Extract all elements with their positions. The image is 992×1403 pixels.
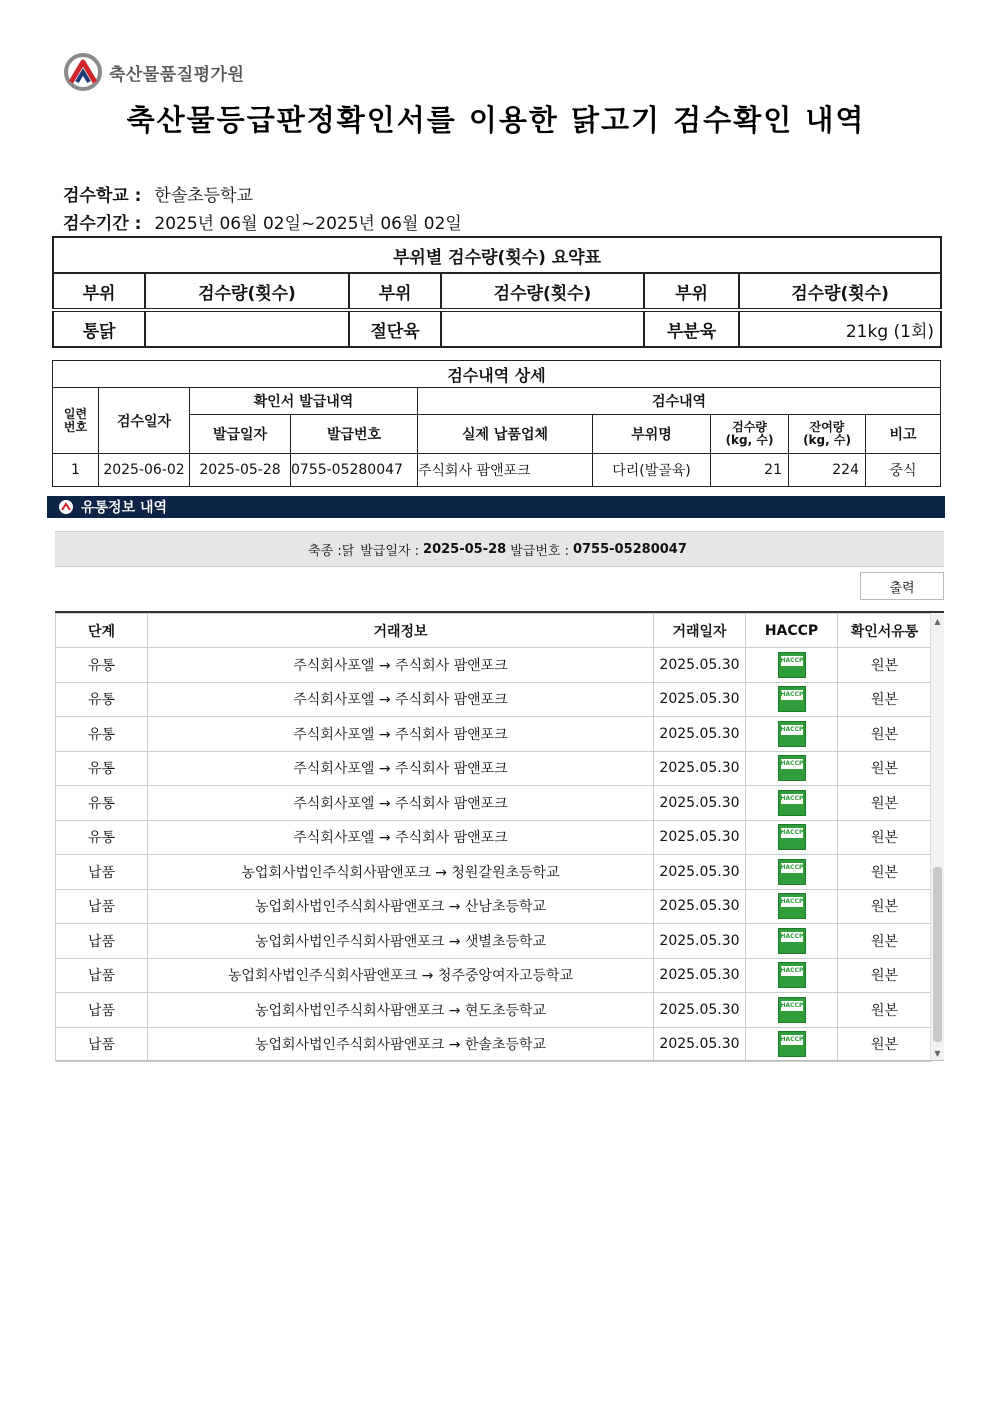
detail-col-inspect-group: 검수내역 bbox=[418, 388, 941, 415]
grid-date: 2025.05.30 bbox=[654, 648, 746, 683]
grid-cert: 원본 bbox=[838, 889, 932, 924]
detail-col-issue-date: 발급일자 bbox=[190, 415, 291, 454]
detail-remain: 224 bbox=[789, 454, 866, 487]
org-logo bbox=[63, 52, 244, 92]
grid-row[interactable] bbox=[56, 820, 932, 855]
grid-haccp bbox=[746, 717, 838, 752]
detail-note: 중식 bbox=[866, 454, 941, 487]
haccp-badge-label: HACCP bbox=[780, 829, 804, 837]
grid-cert: 원본 bbox=[838, 993, 932, 1028]
grid-stage: 유통 bbox=[56, 751, 148, 786]
grid-haccp bbox=[746, 820, 838, 855]
summary-col-part: 부위 bbox=[349, 273, 441, 310]
grid-row[interactable] bbox=[56, 717, 932, 752]
grid-cert: 원본 bbox=[838, 648, 932, 683]
grid-col-cert: 확인서유통 bbox=[838, 614, 932, 648]
grid-cert: 원본 bbox=[838, 786, 932, 821]
summary-table bbox=[52, 236, 942, 348]
grid-header-row bbox=[56, 614, 932, 648]
grid-cert: 원본 bbox=[838, 751, 932, 786]
grid-trade: 농업회사법인주식회사팜앤포크 → 현도초등학교 bbox=[148, 993, 654, 1028]
grid-row[interactable] bbox=[56, 751, 932, 786]
grid-date: 2025.05.30 bbox=[654, 1027, 746, 1062]
grid-date: 2025.05.30 bbox=[654, 682, 746, 717]
grid-trade: 농업회사법인주식회사팜앤포크 → 산남초등학교 bbox=[148, 889, 654, 924]
detail-col-issue-no: 발급번호 bbox=[291, 415, 418, 454]
grid-haccp bbox=[746, 924, 838, 959]
grid-trade: 주식회사포엘 → 주식회사 팜앤포크 bbox=[148, 751, 654, 786]
grid-col-trade-date: 거래일자 bbox=[654, 614, 746, 648]
detail-issue-no: 0755-05280047 bbox=[291, 454, 418, 487]
detail-table bbox=[52, 360, 941, 487]
detail-col-no: 일련 번호 bbox=[53, 388, 99, 454]
issue-no-value: 0755-05280047 bbox=[572, 541, 687, 557]
summary-amount bbox=[441, 310, 644, 347]
haccp-badge-label: HACCP bbox=[780, 725, 804, 733]
grid-col-haccp: HACCP bbox=[746, 614, 838, 648]
detail-col-date: 검수일자 bbox=[99, 388, 190, 454]
grid-date: 2025.05.30 bbox=[654, 924, 746, 959]
distribution-table bbox=[55, 613, 932, 1062]
grid-trade: 농업회사법인주식회사팜앤포크 → 한솔초등학교 bbox=[148, 1027, 654, 1062]
detail-col-note: 비고 bbox=[866, 415, 941, 454]
detail-supplier: 주식회사 팜앤포크 bbox=[418, 454, 593, 487]
grid-stage: 유통 bbox=[56, 786, 148, 821]
school-value: 한솔초등학교 bbox=[154, 186, 253, 206]
grid-date: 2025.05.30 bbox=[654, 717, 746, 752]
grid-row[interactable] bbox=[56, 958, 932, 993]
grid-haccp bbox=[746, 1027, 838, 1062]
grid-scrollbar[interactable] bbox=[930, 613, 944, 1060]
haccp-badge-label: HACCP bbox=[780, 794, 804, 802]
haccp-badge-label: HACCP bbox=[780, 1036, 804, 1044]
detail-col-remain: 잔여량 (kg, 수) bbox=[789, 415, 866, 454]
haccp-badge-icon bbox=[778, 790, 806, 816]
detail-part-name: 다리(발골육) bbox=[593, 454, 711, 487]
grid-trade: 주식회사포엘 → 주식회사 팜앤포크 bbox=[148, 682, 654, 717]
grid-trade: 주식회사포엘 → 주식회사 팜앤포크 bbox=[148, 717, 654, 752]
detail-col-cert-group: 확인서 발급내역 bbox=[190, 388, 418, 415]
haccp-badge-label: HACCP bbox=[780, 863, 804, 871]
page-title: 축산물등급판정확인서를 이용한 닭고기 검수확인 내역 bbox=[126, 103, 866, 137]
issue-date-value: 2025-05-28 bbox=[423, 541, 507, 557]
grid-stage: 유통 bbox=[56, 648, 148, 683]
grid-row[interactable] bbox=[56, 993, 932, 1028]
haccp-badge-icon bbox=[778, 962, 806, 988]
grid-row[interactable] bbox=[56, 889, 932, 924]
grid-stage: 납품 bbox=[56, 993, 148, 1028]
haccp-badge-icon bbox=[778, 686, 806, 712]
summary-amount bbox=[145, 310, 349, 347]
species-value: 닭 bbox=[341, 543, 355, 559]
distribution-info-strip bbox=[55, 531, 944, 567]
haccp-badge-icon bbox=[778, 721, 806, 747]
haccp-badge-icon bbox=[778, 755, 806, 781]
grid-stage: 유통 bbox=[56, 682, 148, 717]
grid-cert: 원본 bbox=[838, 717, 932, 752]
grid-col-trade: 거래정보 bbox=[148, 614, 654, 648]
grid-haccp bbox=[746, 786, 838, 821]
grid-col-stage: 단계 bbox=[56, 614, 148, 648]
grid-stage: 납품 bbox=[56, 855, 148, 890]
grid-date: 2025.05.30 bbox=[654, 751, 746, 786]
grid-date: 2025.05.30 bbox=[654, 855, 746, 890]
grid-trade: 농업회사법인주식회사팜앤포크 → 청원갈원초등학교 bbox=[148, 855, 654, 890]
haccp-badge-label: HACCP bbox=[780, 656, 804, 664]
grid-haccp bbox=[746, 855, 838, 890]
grid-trade: 농업회사법인주식회사팜앤포크 → 청주중앙여자고등학교 bbox=[148, 958, 654, 993]
grid-row[interactable] bbox=[56, 648, 932, 683]
grid-cert: 원본 bbox=[838, 682, 932, 717]
detail-col-amount: 검수량 (kg, 수) bbox=[711, 415, 789, 454]
grid-trade: 농업회사법인주식회사팜앤포크 → 샛별초등학교 bbox=[148, 924, 654, 959]
grid-trade: 주식회사포엘 → 주식회사 팜앤포크 bbox=[148, 648, 654, 683]
grid-cert: 원본 bbox=[838, 958, 932, 993]
detail-col-part-name: 부위명 bbox=[593, 415, 711, 454]
grid-row[interactable] bbox=[56, 786, 932, 821]
detail-date: 2025-06-02 bbox=[99, 454, 190, 487]
haccp-badge-icon bbox=[778, 824, 806, 850]
summary-col-part: 부위 bbox=[53, 273, 145, 310]
grid-date: 2025.05.30 bbox=[654, 820, 746, 855]
haccp-badge-icon bbox=[778, 859, 806, 885]
grid-date: 2025.05.30 bbox=[654, 889, 746, 924]
scroll-up-icon[interactable]: ▲ bbox=[934, 617, 941, 626]
grid-date: 2025.05.30 bbox=[654, 993, 746, 1028]
grid-stage: 유통 bbox=[56, 820, 148, 855]
grid-haccp bbox=[746, 648, 838, 683]
grid-cert: 원본 bbox=[838, 1027, 932, 1062]
grid-row[interactable] bbox=[56, 855, 932, 890]
grid-haccp bbox=[746, 993, 838, 1028]
haccp-badge-icon bbox=[778, 893, 806, 919]
detail-col-supplier: 실제 납품업체 bbox=[418, 415, 593, 454]
detail-no: 1 bbox=[53, 454, 99, 487]
period-info bbox=[63, 209, 462, 234]
org-name: 축산물품질평가원 bbox=[109, 64, 245, 85]
haccp-badge-icon bbox=[778, 1031, 806, 1057]
haccp-badge-label: HACCP bbox=[780, 760, 804, 768]
grid-haccp bbox=[746, 889, 838, 924]
haccp-badge-label: HACCP bbox=[780, 1001, 804, 1009]
detail-amount: 21 bbox=[711, 454, 789, 487]
species-label: 축종 : bbox=[308, 543, 342, 559]
grid-cert: 원본 bbox=[838, 924, 932, 959]
grid-haccp bbox=[746, 958, 838, 993]
scroll-down-icon[interactable]: ▼ bbox=[934, 1049, 941, 1058]
grid-stage: 납품 bbox=[56, 1027, 148, 1062]
summary-title: 부위별 검수량(횟수) 요약표 bbox=[53, 237, 941, 273]
summary-col-amount: 검수량(횟수) bbox=[145, 273, 349, 310]
period-label: 검수기간 : bbox=[63, 214, 142, 234]
print-button[interactable]: 출력 bbox=[860, 572, 944, 600]
haccp-badge-label: HACCP bbox=[780, 691, 804, 699]
haccp-badge-label: HACCP bbox=[780, 967, 804, 975]
grid-row[interactable] bbox=[56, 682, 932, 717]
grid-stage: 유통 bbox=[56, 717, 148, 752]
logo-mark-icon bbox=[63, 52, 103, 92]
summary-col-part: 부위 bbox=[644, 273, 739, 310]
school-label: 검수학교 : bbox=[63, 186, 142, 206]
haccp-badge-label: HACCP bbox=[780, 898, 804, 906]
logo-mark-icon bbox=[59, 500, 73, 514]
issue-date-label: 발급일자 : bbox=[360, 543, 420, 559]
summary-part: 부분육 bbox=[644, 310, 739, 347]
detail-title: 검수내역 상세 bbox=[53, 361, 941, 388]
summary-part: 절단육 bbox=[349, 310, 441, 347]
summary-col-amount: 검수량(횟수) bbox=[739, 273, 941, 310]
grid-stage: 납품 bbox=[56, 924, 148, 959]
summary-part: 통닭 bbox=[53, 310, 145, 347]
issue-no-label: 발급번호 : bbox=[510, 543, 569, 559]
scroll-thumb[interactable] bbox=[933, 867, 942, 1042]
grid-row[interactable] bbox=[56, 924, 932, 959]
distribution-grid bbox=[55, 611, 944, 1061]
grid-cert: 원본 bbox=[838, 820, 932, 855]
summary-col-amount: 검수량(횟수) bbox=[441, 273, 644, 310]
summary-amount: 21kg (1회) bbox=[739, 310, 941, 347]
haccp-badge-icon bbox=[778, 652, 806, 678]
haccp-badge-icon bbox=[778, 928, 806, 954]
grid-row[interactable] bbox=[56, 1027, 932, 1062]
grid-stage: 납품 bbox=[56, 889, 148, 924]
distribution-title: 유통정보 내역 bbox=[81, 500, 168, 516]
period-value: 2025년 06월 02일~2025년 06월 02일 bbox=[154, 214, 462, 234]
grid-trade: 주식회사포엘 → 주식회사 팜앤포크 bbox=[148, 820, 654, 855]
detail-issue-date: 2025-05-28 bbox=[190, 454, 291, 487]
detail-row bbox=[53, 454, 941, 487]
grid-date: 2025.05.30 bbox=[654, 958, 746, 993]
grid-stage: 납품 bbox=[56, 958, 148, 993]
grid-haccp bbox=[746, 751, 838, 786]
school-info bbox=[63, 181, 253, 206]
haccp-badge-icon bbox=[778, 997, 806, 1023]
haccp-badge-label: HACCP bbox=[780, 932, 804, 940]
grid-trade: 주식회사포엘 → 주식회사 팜앤포크 bbox=[148, 786, 654, 821]
grid-date: 2025.05.30 bbox=[654, 786, 746, 821]
grid-cert: 원본 bbox=[838, 855, 932, 890]
distribution-bar bbox=[47, 496, 945, 518]
grid-haccp bbox=[746, 682, 838, 717]
